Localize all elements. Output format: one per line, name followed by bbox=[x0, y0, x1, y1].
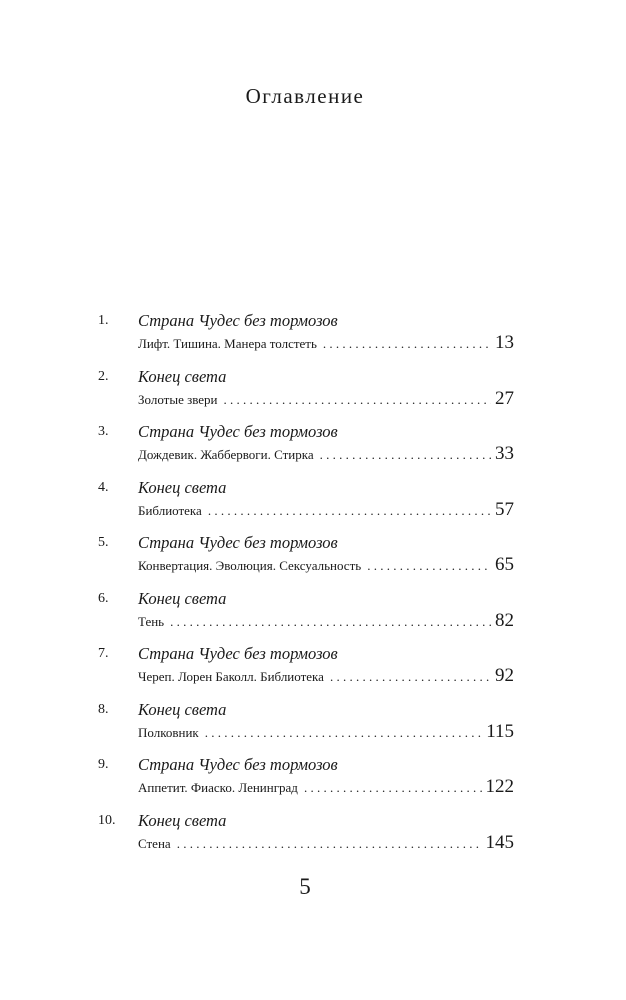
entry-number: 10. bbox=[98, 812, 116, 828]
chapter-titles: Золотые звери bbox=[138, 391, 218, 407]
chapter-titles: Библиотека bbox=[138, 502, 202, 518]
page-number: 92 bbox=[495, 665, 514, 686]
chapter-titles: Аппетит. Фиаско. Ленинград bbox=[138, 780, 298, 795]
page-title: Оглавление bbox=[245, 84, 365, 108]
page-number: 65 bbox=[495, 554, 514, 575]
chapter-line bbox=[138, 388, 514, 410]
toc-entry bbox=[98, 422, 514, 478]
dot-leader bbox=[330, 669, 491, 685]
toc-entry bbox=[98, 311, 514, 367]
toc-entry bbox=[98, 755, 514, 811]
page-number: 82 bbox=[495, 609, 514, 631]
chapter-line bbox=[138, 721, 514, 743]
chapter-line bbox=[138, 832, 514, 854]
part-title: Конец света bbox=[138, 699, 227, 719]
folio-page-number: 5 bbox=[299, 874, 311, 899]
dot-leader bbox=[170, 614, 491, 630]
page-number: 115 bbox=[486, 720, 514, 742]
dot-leader bbox=[367, 558, 491, 574]
dot-leader bbox=[177, 836, 482, 852]
part-title: Страна Чудес без тормозов bbox=[138, 311, 338, 330]
part-title: Страна Чудес без тормозов bbox=[138, 422, 338, 441]
toc-entry bbox=[98, 811, 514, 867]
dot-leader bbox=[323, 336, 491, 352]
table-of-contents bbox=[98, 311, 514, 866]
part-title: Конец света bbox=[138, 588, 227, 608]
part-title: Страна Чудес без тормозов bbox=[138, 533, 338, 552]
entry-number: 5. bbox=[98, 535, 109, 550]
chapter-titles: Полковник bbox=[138, 724, 199, 740]
page-number: 122 bbox=[485, 776, 514, 797]
toc-entry bbox=[98, 478, 514, 534]
dot-leader bbox=[208, 503, 491, 519]
part-title: Конец света bbox=[138, 477, 227, 497]
chapter-titles: Стена bbox=[138, 835, 171, 851]
part-title: Страна Чудес без тормозов bbox=[138, 644, 338, 663]
chapter-line bbox=[138, 610, 514, 632]
chapter-line bbox=[138, 443, 514, 465]
part-title: Страна Чудес без тормозов bbox=[138, 755, 338, 774]
entry-number: 7. bbox=[98, 646, 109, 661]
chapter-line bbox=[138, 665, 514, 687]
chapter-line bbox=[138, 776, 514, 798]
entry-number: 2. bbox=[98, 368, 109, 384]
toc-entry bbox=[98, 700, 514, 756]
dot-leader bbox=[320, 447, 491, 463]
chapter-titles: Дождевик. Жаббервоги. Стирка bbox=[138, 447, 314, 462]
page-number: 57 bbox=[495, 498, 514, 520]
dot-leader bbox=[205, 725, 482, 741]
chapter-titles: Конвертация. Эволюция. Сексуальность bbox=[138, 558, 362, 573]
chapter-titles: Тень bbox=[138, 613, 165, 629]
entry-number: 1. bbox=[98, 313, 109, 328]
toc-entry bbox=[98, 644, 514, 700]
toc-entry bbox=[98, 589, 514, 645]
toc-entry bbox=[98, 533, 514, 589]
entry-number: 3. bbox=[98, 424, 109, 439]
page-number: 13 bbox=[495, 332, 514, 353]
toc-entry bbox=[98, 367, 514, 423]
dot-leader bbox=[304, 780, 482, 796]
chapter-line bbox=[138, 332, 514, 354]
chapter-line bbox=[138, 554, 514, 576]
chapter-titles: Лифт. Тишина. Манера толстеть bbox=[138, 336, 317, 351]
page-number: 33 bbox=[495, 443, 514, 464]
chapter-line bbox=[138, 499, 514, 521]
part-title: Конец света bbox=[138, 810, 227, 830]
page-number: 145 bbox=[485, 831, 514, 853]
entry-number: 8. bbox=[98, 701, 109, 717]
dot-leader bbox=[224, 392, 491, 408]
entry-number: 9. bbox=[98, 757, 109, 772]
entry-number: 4. bbox=[98, 479, 109, 495]
part-title: Конец света bbox=[138, 366, 227, 386]
chapter-titles: Череп. Лорен Баколл. Библиотека bbox=[138, 669, 324, 684]
entry-number: 6. bbox=[98, 590, 109, 606]
page-number: 27 bbox=[495, 387, 514, 409]
